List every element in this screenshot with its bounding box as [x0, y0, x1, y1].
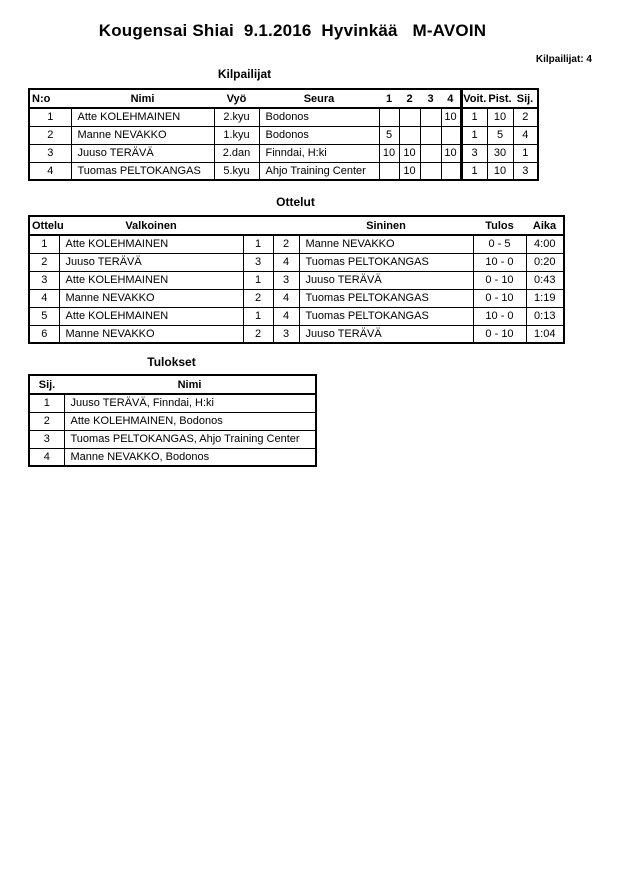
- cell-round-3: [420, 162, 441, 180]
- cell-no: 2: [29, 126, 71, 144]
- cell-round-1: 5: [379, 126, 399, 144]
- table-row: [29, 253, 564, 271]
- col-header-tulos: Tulos: [473, 216, 526, 235]
- cell-sininen: Juuso TERÄVÄ: [299, 271, 473, 289]
- col-header-valkoinen: Valkoinen: [59, 216, 243, 235]
- cell-pist: 10: [487, 108, 513, 126]
- cell-round-3: [420, 108, 441, 126]
- cell-sij: 1: [29, 394, 64, 412]
- cell-aika: 0:43: [526, 271, 564, 289]
- cell-tulos: 0 - 10: [473, 325, 526, 343]
- cell-blue-no: 4: [273, 253, 299, 271]
- cell-ottelu: 5: [29, 307, 59, 325]
- cell-seura: Finndai, H:ki: [259, 144, 379, 162]
- cell-vyo: 2.dan: [214, 144, 259, 162]
- table-row: [29, 108, 538, 126]
- ottelut-table: [28, 215, 565, 344]
- table-row: [29, 394, 316, 412]
- cell-valkoinen: Manne NEVAKKO: [59, 289, 243, 307]
- table-row: [29, 325, 564, 343]
- kilpailijat-table: [28, 88, 539, 181]
- cell-seura: Bodonos: [259, 126, 379, 144]
- col-header-round-4: 4: [441, 89, 461, 108]
- cell-aika: 1:19: [526, 289, 564, 307]
- table-row: [29, 235, 564, 253]
- cell-blue-no: 3: [273, 271, 299, 289]
- cell-valkoinen: Atte KOLEHMAINEN: [59, 235, 243, 253]
- tulokset-table: [28, 374, 317, 467]
- page-title: Kougensai Shiai 9.1.2016 Hyvinkää M-AVOIN: [98, 21, 487, 40]
- cell-seura: Bodonos: [259, 108, 379, 126]
- col-header-round-1: 1: [379, 89, 399, 108]
- cell-round-2: 10: [399, 144, 420, 162]
- ottelut-header-row: [29, 216, 564, 235]
- cell-sininen: Tuomas PELTOKANGAS: [299, 289, 473, 307]
- cell-voit: 1: [461, 162, 487, 180]
- table-row: [29, 144, 538, 162]
- col-header-no: N:o: [29, 89, 71, 108]
- cell-vyo: 2.kyu: [214, 108, 259, 126]
- col-header-aika: Aika: [526, 216, 564, 235]
- cell-sininen: Tuomas PELTOKANGAS: [299, 307, 473, 325]
- ottelut-heading: Ottelut: [276, 195, 315, 209]
- cell-round-3: [420, 144, 441, 162]
- cell-round-2: [399, 108, 420, 126]
- cell-voit: 3: [461, 144, 487, 162]
- cell-tulos: 0 - 10: [473, 271, 526, 289]
- table-row: [29, 448, 316, 466]
- cell-pist: 30: [487, 144, 513, 162]
- col-header-blue-no-spacer: [273, 216, 299, 235]
- col-header-sij: Sij.: [29, 375, 64, 394]
- table-row: [29, 126, 538, 144]
- cell-pist: 5: [487, 126, 513, 144]
- col-header-sij: Sij.: [513, 89, 538, 108]
- col-header-nimi: Nimi: [64, 375, 316, 394]
- cell-vyo: 5.kyu: [214, 162, 259, 180]
- col-header-seura: Seura: [259, 89, 379, 108]
- cell-ottelu: 6: [29, 325, 59, 343]
- col-header-round-3: 3: [420, 89, 441, 108]
- cell-blue-no: 2: [273, 235, 299, 253]
- cell-round-4: [441, 162, 461, 180]
- cell-aika: 4:00: [526, 235, 564, 253]
- table-row: [29, 271, 564, 289]
- cell-tulos: 0 - 5: [473, 235, 526, 253]
- cell-sij: 4: [513, 126, 538, 144]
- kilpailijat-header-row: [29, 89, 538, 108]
- table-row: [29, 162, 538, 180]
- cell-valkoinen: Atte KOLEHMAINEN: [59, 271, 243, 289]
- cell-seura: Ahjo Training Center: [259, 162, 379, 180]
- cell-ottelu: 4: [29, 289, 59, 307]
- cell-nimi: Atte KOLEHMAINEN: [71, 108, 214, 126]
- cell-sininen: Manne NEVAKKO: [299, 235, 473, 253]
- cell-blue-no: 4: [273, 289, 299, 307]
- cell-pist: 10: [487, 162, 513, 180]
- cell-white-no: 1: [243, 307, 273, 325]
- cell-sij: 2: [29, 412, 64, 430]
- cell-round-1: [379, 108, 399, 126]
- cell-valkoinen: Manne NEVAKKO: [59, 325, 243, 343]
- competitor-count-label: Kilpailijat: 4: [535, 54, 592, 65]
- cell-nimi: Tuomas PELTOKANGAS: [71, 162, 214, 180]
- table-row: [29, 412, 316, 430]
- cell-round-4: [441, 126, 461, 144]
- col-header-white-no-spacer: [243, 216, 273, 235]
- cell-sij: 1: [513, 144, 538, 162]
- cell-white-no: 1: [243, 235, 273, 253]
- kilpailijat-heading: Kilpailijat: [217, 67, 272, 81]
- cell-sij: 3: [513, 162, 538, 180]
- cell-white-no: 2: [243, 325, 273, 343]
- cell-valkoinen: Juuso TERÄVÄ: [59, 253, 243, 271]
- cell-sij: 2: [513, 108, 538, 126]
- cell-white-no: 2: [243, 289, 273, 307]
- col-header-ottelu: Ottelu: [29, 216, 59, 235]
- table-row: [29, 307, 564, 325]
- cell-valkoinen: Atte KOLEHMAINEN: [59, 307, 243, 325]
- cell-nimi: Tuomas PELTOKANGAS, Ahjo Training Center: [64, 430, 316, 448]
- cell-tulos: 10 - 0: [473, 307, 526, 325]
- cell-blue-no: 4: [273, 307, 299, 325]
- tulokset-heading: Tulokset: [147, 355, 196, 369]
- cell-nimi: Atte KOLEHMAINEN, Bodonos: [64, 412, 316, 430]
- cell-sij: 3: [29, 430, 64, 448]
- cell-white-no: 1: [243, 271, 273, 289]
- cell-aika: 1:04: [526, 325, 564, 343]
- table-row: [29, 430, 316, 448]
- cell-nimi: Manne NEVAKKO, Bodonos: [64, 448, 316, 466]
- cell-tulos: 10 - 0: [473, 253, 526, 271]
- cell-nimi: Manne NEVAKKO: [71, 126, 214, 144]
- cell-nimi: Juuso TERÄVÄ, Finndai, H:ki: [64, 394, 316, 412]
- cell-voit: 1: [461, 108, 487, 126]
- cell-vyo: 1.kyu: [214, 126, 259, 144]
- cell-nimi: Juuso TERÄVÄ: [71, 144, 214, 162]
- col-header-nimi: Nimi: [71, 89, 214, 108]
- cell-sininen: Tuomas PELTOKANGAS: [299, 253, 473, 271]
- table-row: [29, 289, 564, 307]
- cell-round-2: [399, 126, 420, 144]
- cell-ottelu: 1: [29, 235, 59, 253]
- col-header-round-2: 2: [399, 89, 420, 108]
- cell-voit: 1: [461, 126, 487, 144]
- cell-ottelu: 2: [29, 253, 59, 271]
- cell-tulos: 0 - 10: [473, 289, 526, 307]
- cell-sij: 4: [29, 448, 64, 466]
- cell-no: 4: [29, 162, 71, 180]
- cell-round-1: [379, 162, 399, 180]
- col-header-voit: Voit.: [461, 89, 487, 108]
- cell-aika: 0:13: [526, 307, 564, 325]
- cell-blue-no: 3: [273, 325, 299, 343]
- tulokset-header-row: [29, 375, 316, 394]
- cell-sininen: Juuso TERÄVÄ: [299, 325, 473, 343]
- cell-round-4: 10: [441, 108, 461, 126]
- col-header-pist: Pist.: [487, 89, 513, 108]
- cell-round-2: 10: [399, 162, 420, 180]
- col-header-vyo: Vyö: [214, 89, 259, 108]
- cell-no: 3: [29, 144, 71, 162]
- cell-no: 1: [29, 108, 71, 126]
- col-header-sininen: Sininen: [299, 216, 473, 235]
- cell-ottelu: 3: [29, 271, 59, 289]
- cell-white-no: 3: [243, 253, 273, 271]
- cell-aika: 0:20: [526, 253, 564, 271]
- cell-round-3: [420, 126, 441, 144]
- cell-round-4: 10: [441, 144, 461, 162]
- cell-round-1: 10: [379, 144, 399, 162]
